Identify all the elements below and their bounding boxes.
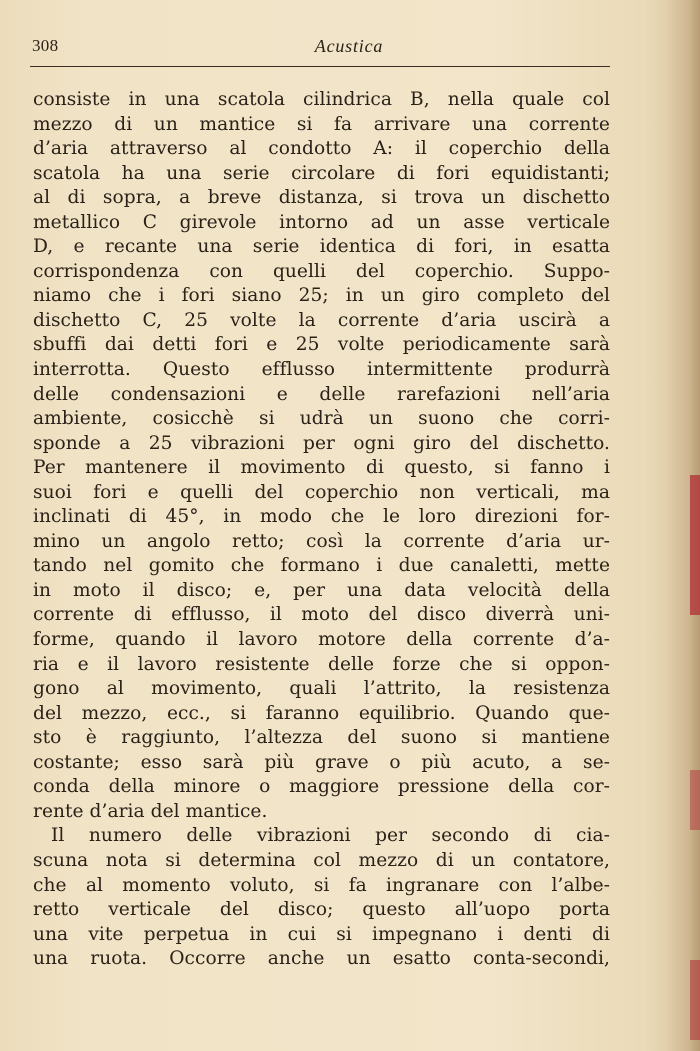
text-line: forme, quando il lavoro motore della corrente d’a- [33,629,610,651]
text-line: inclinati di 45°, in modo che le loro direzioni for- [33,506,610,528]
text-line: ria e il lavoro resistente delle forze che si oppon- [33,653,610,675]
text-line: scatola ha una serie circolare di fori equidistanti; [33,162,610,184]
text-line: rente d’aria del mantice. [33,800,268,822]
paragraph-2 [33,824,610,971]
text-line: corrispondenza con quelli del coperchio. Suppo- [33,260,610,282]
page-edge-stain [690,475,700,615]
text-line: sbuffi dai detti fori e 25 volte periodicamente sarà [33,334,610,356]
text-line: costante; esso sarà più grave o più acuto, a se- [33,751,610,773]
body-text [33,88,610,972]
text-line: mezzo di un mantice si fa arrivare una corrente [33,113,610,135]
text-line: scuna nota si determina col mezzo di un contatore, [33,849,610,871]
text-line: consiste in una scatola cilindrica B, nella quale col [33,89,610,110]
text-line: metallico C girevole intorno ad un asse verticale [33,211,610,233]
paragraph-1 [33,88,610,824]
text-line: corrente di efflusso, il moto del disco diverrà uni- [33,604,610,626]
text-line: in moto il disco; e, per una data velocità della [33,579,610,601]
text-line: interrotta. Questo efflusso intermittente produrrà [33,359,610,381]
text-line: del mezzo, ecc., si faranno equilibrio. Quando que- [33,702,610,724]
text-line: Il numero delle vibrazioni per secondo di cia- [51,825,610,847]
header-rule [30,66,610,67]
text-line: al di sopra, a breve distanza, si trova un dischetto [33,187,610,209]
text-line: dischetto C, 25 volte la corrente d’aria uscirà a [33,309,610,331]
text-line: che al momento voluto, si fa ingranare con l’albe- [33,874,610,896]
text-line: niamo che i fori siano 25; in un giro completo del [33,285,610,307]
text-line: una vite perpetua in cui si impegnano i denti di [33,923,610,945]
text-line: D, e recante una serie identica di fori, in esatta [33,236,610,258]
text-line: ambiente, cosicchè si udrà un suono che corri- [33,408,610,430]
text-line: una ruota. Occorre anche un esatto conta-secondi, [33,948,610,970]
text-line: suoi fori e quelli del coperchio non verticali, ma [33,481,610,503]
page-number: 308 [32,36,59,55]
text-line: Per mantenere il movimento di questo, si fanno i [33,457,610,479]
page-edge-stain [690,770,700,830]
page-header [32,36,610,60]
page-edge-stain [690,960,700,1040]
text-line: conda della minore o maggiore pressione della cor- [33,776,610,798]
text-line: sponde a 25 vibrazioni per ogni giro del dischetto. [33,432,610,454]
text-line: sto è raggiunto, l’altezza del suono si mantiene [33,727,610,749]
text-line: tando nel gomito che formano i due canaletti, mette [33,555,610,577]
text-line: delle condensazioni e delle rarefazioni nell’aria [33,383,610,405]
text-line: mino un angolo retto; così la corrente d’aria ur- [33,530,610,552]
text-line: gono al movimento, quali l’attrito, la resistenza [33,678,610,700]
text-line: d’aria attraverso al condotto A: il coperchio della [33,138,610,160]
running-title: Acustica [314,36,384,56]
text-line: retto verticale del disco; questo all’uopo porta [33,899,610,921]
